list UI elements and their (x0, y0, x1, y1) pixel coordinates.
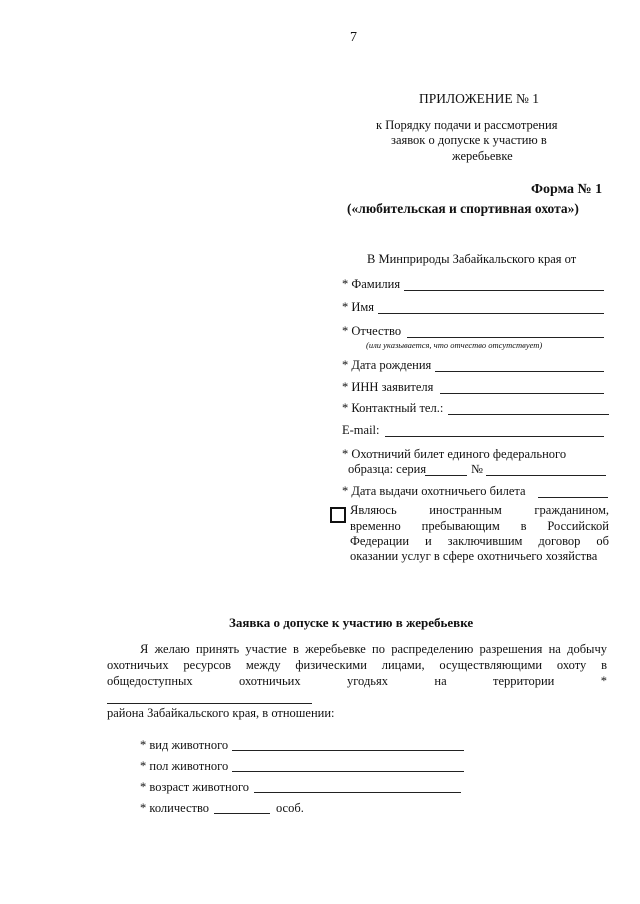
surname-field[interactable] (404, 290, 604, 291)
district-field[interactable] (107, 703, 312, 704)
ticket-date-field[interactable] (538, 497, 608, 498)
surname-label: * Фамилия (342, 277, 401, 291)
name-field[interactable] (378, 313, 604, 314)
foreigner-checkbox[interactable] (330, 507, 346, 523)
foreigner-line-4: оказании услуг в сфере охотничьего хозяйства (350, 549, 598, 563)
form-subtitle: («любительская и спортивная охота») (347, 201, 579, 216)
phone-label: * Контактный тел.: (342, 401, 444, 415)
appendix-line-1: к Порядку подачи и рассмотрения (376, 118, 558, 132)
animal-count-unit: особ. (276, 801, 304, 815)
appendix-line-2: заявок о допуске к участию в (391, 133, 547, 147)
inn-label: * ИНН заявителя (342, 380, 434, 394)
foreigner-line-2: временно пребывающим в Российской (350, 519, 609, 533)
form-title: Форма № 1 (531, 182, 603, 197)
animal-type-field[interactable] (232, 750, 464, 751)
patronymic-label: * Отчество (342, 324, 402, 338)
animal-sex-field[interactable] (232, 771, 464, 772)
application-line-4: района Забайкальского края, в отношении: (107, 706, 335, 720)
animal-age-label: * возраст животного (140, 780, 250, 794)
animal-count-label: * количество (140, 801, 210, 815)
ticket-date-label: * Дата выдачи охотничьего билета (342, 484, 526, 498)
ticket-label-2: образца: серия (348, 462, 427, 476)
foreigner-line-1: Являюсь иностранным гражданином, (350, 503, 609, 517)
ticket-number-label: № (471, 462, 483, 476)
appendix-line-3: жеребьевке (452, 149, 513, 163)
email-label: E-mail: (342, 423, 380, 437)
birth-date-field[interactable] (435, 371, 604, 372)
birth-date-label: * Дата рождения (342, 358, 432, 372)
animal-age-field[interactable] (254, 792, 461, 793)
email-field[interactable] (385, 436, 604, 437)
animal-type-label: * вид животного (140, 738, 229, 752)
patronymic-note: (или указывается, что отчество отсутствует) (366, 340, 543, 350)
application-line-3: общедоступных охотничьих угодьях на территории * (107, 674, 607, 688)
ticket-label-1: * Охотничий билет единого федерального (342, 447, 567, 461)
animal-count-field[interactable] (214, 813, 270, 814)
ticket-number-field[interactable] (486, 475, 606, 476)
application-line-2: охотничьих ресурсов между физическими лицами, осуществляющими охоту в (107, 658, 607, 672)
name-label: * Имя (342, 300, 375, 314)
inn-field[interactable] (440, 393, 604, 394)
ticket-series-field[interactable] (425, 475, 467, 476)
application-heading: Заявка о допуске к участию в жеребьевке (229, 615, 474, 630)
patronymic-field[interactable] (407, 337, 604, 338)
foreigner-line-3: Федерации и заключившим договор об (350, 534, 609, 548)
animal-sex-label: * пол животного (140, 759, 229, 773)
application-line-1: Я желаю принять участие в жеребьевке по распределению разрешения на добычу (140, 642, 607, 656)
recipient: В Минприроды Забайкальского края от (367, 252, 577, 266)
appendix-title: ПРИЛОЖЕНИЕ № 1 (419, 91, 540, 106)
page-number: 7 (350, 30, 357, 45)
phone-field[interactable] (448, 414, 609, 415)
